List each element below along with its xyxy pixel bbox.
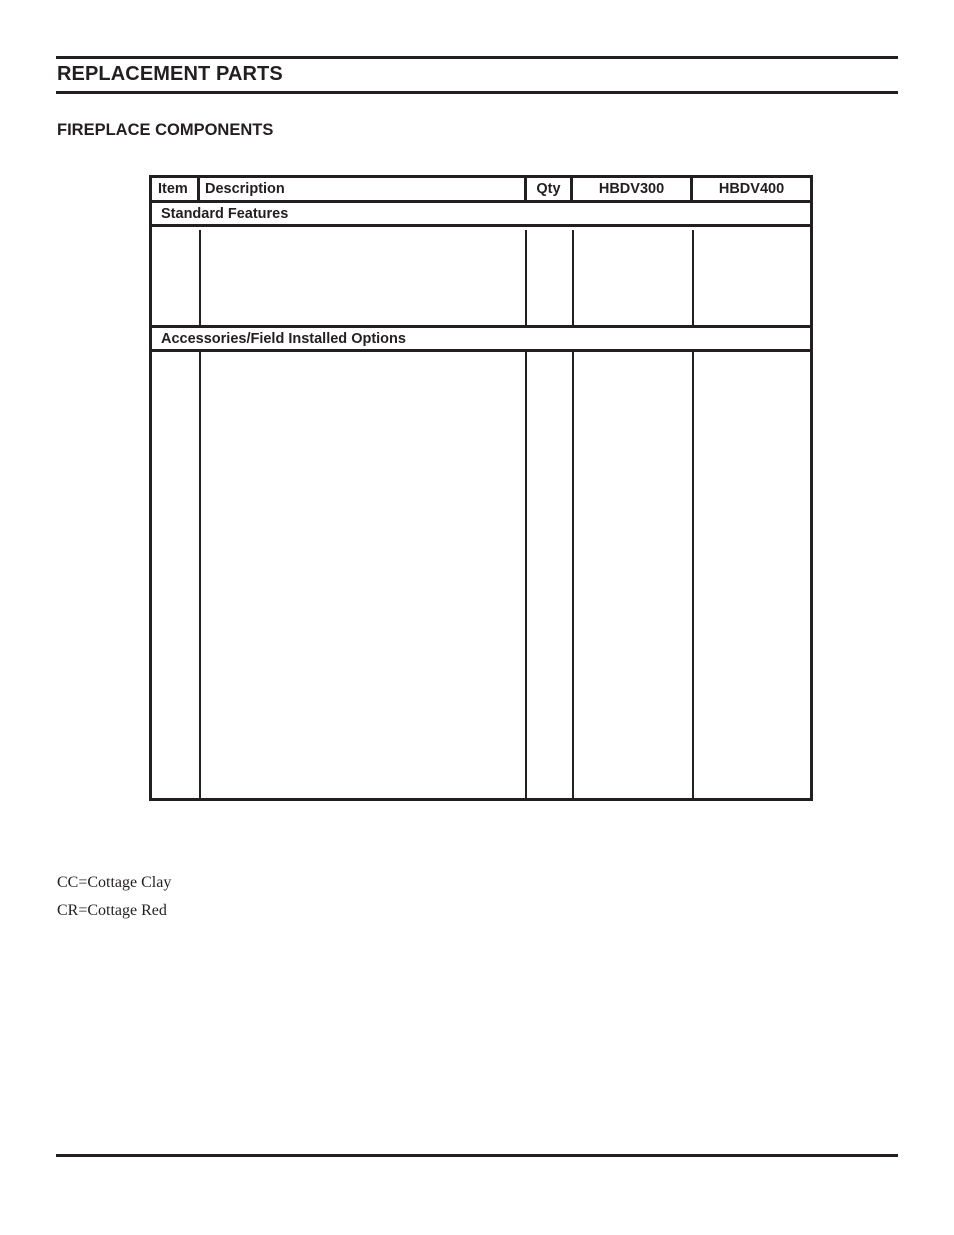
column-header-hbdv300: HBDV300 — [573, 178, 693, 200]
table-header-row — [152, 178, 810, 203]
column-header-description: Description — [200, 178, 527, 200]
column-divider — [572, 352, 574, 798]
column-header-hbdv400: HBDV400 — [718, 181, 785, 197]
footer-rule — [56, 1154, 898, 1157]
section-title: REPLACEMENT PARTS — [57, 63, 283, 85]
parts-table — [149, 175, 813, 801]
column-divider — [525, 230, 527, 325]
section-standard-features: Standard Features — [152, 203, 810, 227]
column-header-item: Item — [152, 178, 200, 200]
column-header-qty: Qty — [527, 178, 573, 200]
column-divider — [199, 352, 201, 798]
column-divider — [692, 352, 694, 798]
title-underline — [56, 91, 898, 94]
section-accessories-options: Accessories/Field Installed Options — [152, 325, 810, 352]
legend-cottage-red: CR=Cottage Red — [57, 902, 167, 919]
column-divider — [572, 230, 574, 325]
subsection-title: FIREPLACE COMPONENTS — [57, 121, 274, 139]
legend-cottage-clay: CC=Cottage Clay — [57, 874, 172, 891]
column-divider — [199, 230, 201, 325]
top-rule — [56, 56, 898, 59]
column-divider — [525, 352, 527, 798]
column-divider — [692, 230, 694, 325]
